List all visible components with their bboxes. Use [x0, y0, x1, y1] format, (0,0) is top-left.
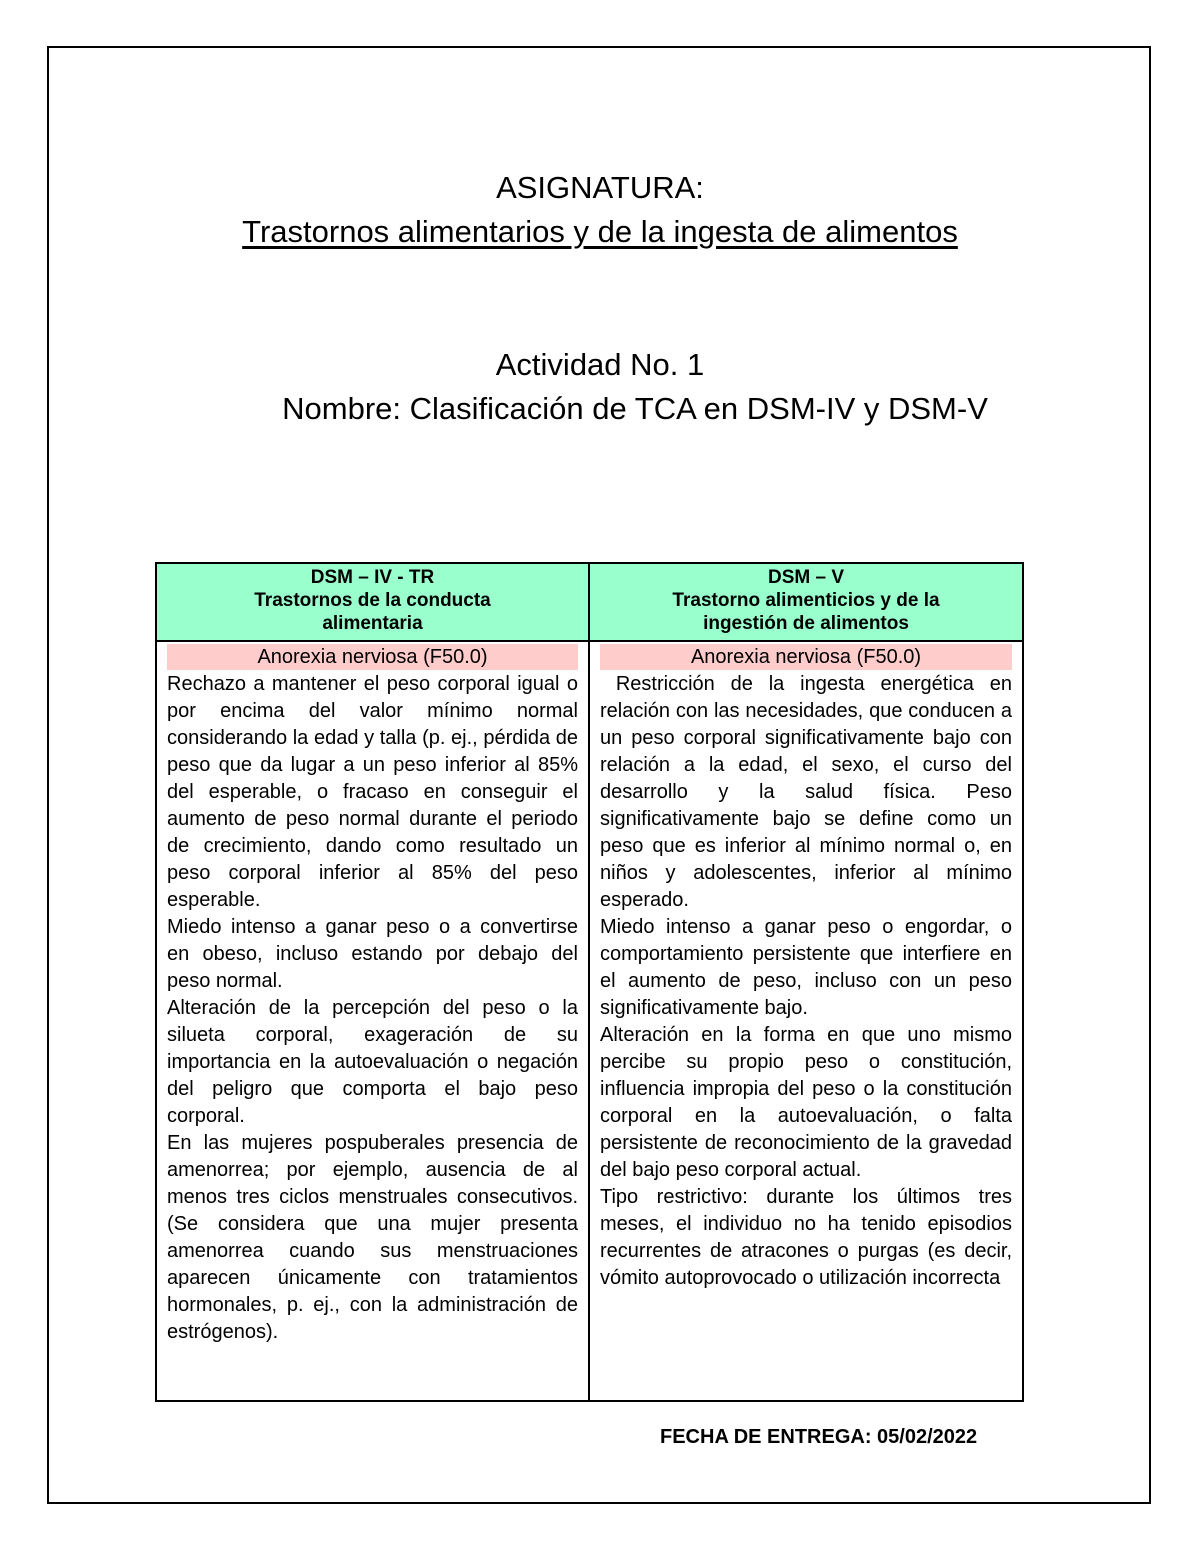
criterion-b: Miedo intenso a ganar peso o a convertirse en obeso, incluso estando por debajo del peso normal.: [167, 916, 578, 992]
criterion-a: Rechazo a mantener el peso corporal igual o por encima del valor mínimo normal considerando la edad y talla (p. ej., pérdida de peso que da lugar a un peso inferior al 85% del esperable, o fracaso en conseguir el aumento de peso normal durante el periodo de crecimiento, dando como resultado un peso corporal inferior al 85% del peso esperable.: [167, 673, 578, 911]
subject-title: [0, 210, 1200, 254]
column-title: Trastornos de la conducta alimentaria: [254, 590, 491, 634]
criteria-list: [167, 671, 578, 1399]
cell-dsm-iv: [156, 641, 589, 1401]
criterion-a: Restricción de la ingesta energética en relación con las necesidades, que conducen a un peso corporal significativamente bajo con relación a la edad, el sexo, el curso del desarrollo y la salud física. Peso significativamente bajo se define como un peso que es inferior al mínimo normal o, en niños y adolescentes, inferior al mínimo esperado.: [600, 673, 1018, 911]
criterion-b: Miedo intenso a ganar peso o engordar, o comportamiento persistente que interfiere en el aumento de peso, incluso con un peso significativamente bajo.: [600, 916, 1012, 1019]
criteria-list: [600, 671, 1018, 1399]
comparison-table: [155, 562, 1024, 1402]
criterion-subtype: Tipo restrictivo: durante los últimos tres meses, el individuo no ha tenido episodios recurrentes de atracones o purgas (es decir, vómito autoprovocado o utilización incorrecta: [600, 1186, 1012, 1289]
criterion-d: En las mujeres pospuberales presencia de amenorrea; por ejemplo, ausencia de al menos tres ciclos menstruales consecutivos. (Se considera que una mujer presenta amenorrea cuando sus menstruaciones aparecen únicamente con tratamientos hormonales, p. ej., con la administración de estrógenos).: [167, 1132, 578, 1343]
column-header-dsm-iv: [156, 563, 589, 641]
disorder-label: Anorexia nerviosa (F50.0): [600, 644, 1012, 670]
column-header-dsm-v: [589, 563, 1023, 641]
subject-title-text: Trastornos alimentarios y de la ingesta de alimentos: [242, 214, 958, 249]
criterion-c: Alteración de la percepción del peso o la silueta corporal, exageración de su importancia en la autoevaluación o negación del peligro que comporta el bajo peso corporal.: [167, 997, 578, 1127]
activity-number: Actividad No. 1: [495, 347, 705, 382]
table-row: [156, 641, 1023, 1401]
column-title: Trastorno alimenticios y de la ingestión de alimentos: [672, 590, 940, 634]
column-code: DSM – IV - TR: [310, 567, 435, 588]
disorder-label: Anorexia nerviosa (F50.0): [167, 644, 578, 670]
due-date: FECHA DE ENTREGA: 05/02/2022: [660, 1426, 978, 1448]
activity-name: Nombre: Clasificación de TCA en DSM-IV y DSM-V: [282, 391, 988, 426]
criterion-c: Alteración en la forma en que uno mismo percibe su propio peso o constitución, influencia impropia del peso o la constitución corporal en la autoevaluación, o falta persistente de reconocimiento de la gravedad del bajo peso corporal actual.: [600, 1024, 1012, 1181]
cell-dsm-v: [589, 641, 1023, 1401]
table-header-row: [156, 563, 1023, 641]
subject-label: ASIGNATURA:: [496, 170, 704, 205]
column-code: DSM – V: [767, 567, 845, 588]
